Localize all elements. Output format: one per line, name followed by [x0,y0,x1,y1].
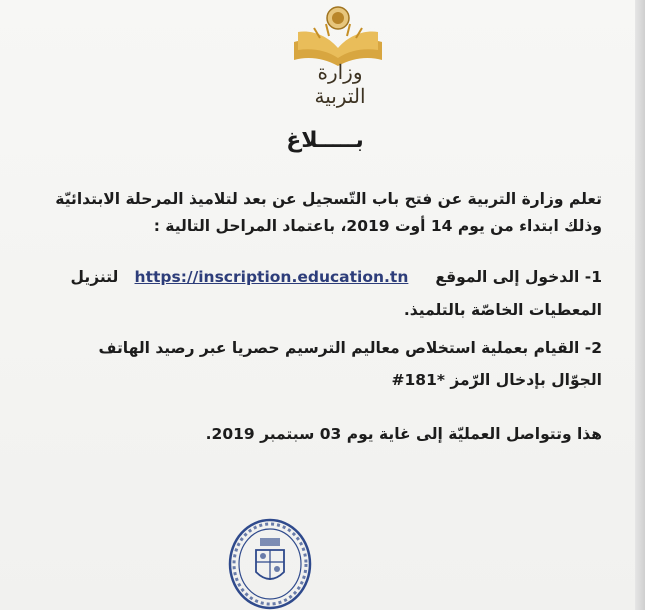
intro-line-1: تعلم وزارة التربية عن فتح باب التّسجيل عن بعد لتلاميذ المرحلة الابتدائيّة [55,190,602,208]
step-1-suffix: لتنزيل [70,268,119,286]
ministry-name: وزارة التربية [314,60,366,108]
step-2-line-1: 2- القيام بعملية استخلاص معاليم الترسيم حصريا عبر رصيد الهاتف [98,339,602,357]
step-1-line-2: المعطيات الخاصّة بالتلميذ. [403,301,602,319]
step-1-line-1 [42,268,602,286]
official-stamp-seal [226,514,314,610]
page-edge [635,0,645,610]
step-2-line-2: الجوّال بإدخال الرّمز *181# [391,371,602,389]
closing-line: هذا وتتواصل العمليّة إلى غاية يوم 03 سبتمبر 2019. [205,425,602,443]
step-1-prefix: 1- الدخول إلى الموقع [435,268,602,286]
notice-title: بـــــلاغ [286,128,364,153]
intro-line-2: وذلك ابتداء من يوم 14 أوت 2019، باعتماد المراحل التالية : [153,217,602,235]
registration-site-link[interactable]: https://inscription.education.tn [134,268,409,286]
